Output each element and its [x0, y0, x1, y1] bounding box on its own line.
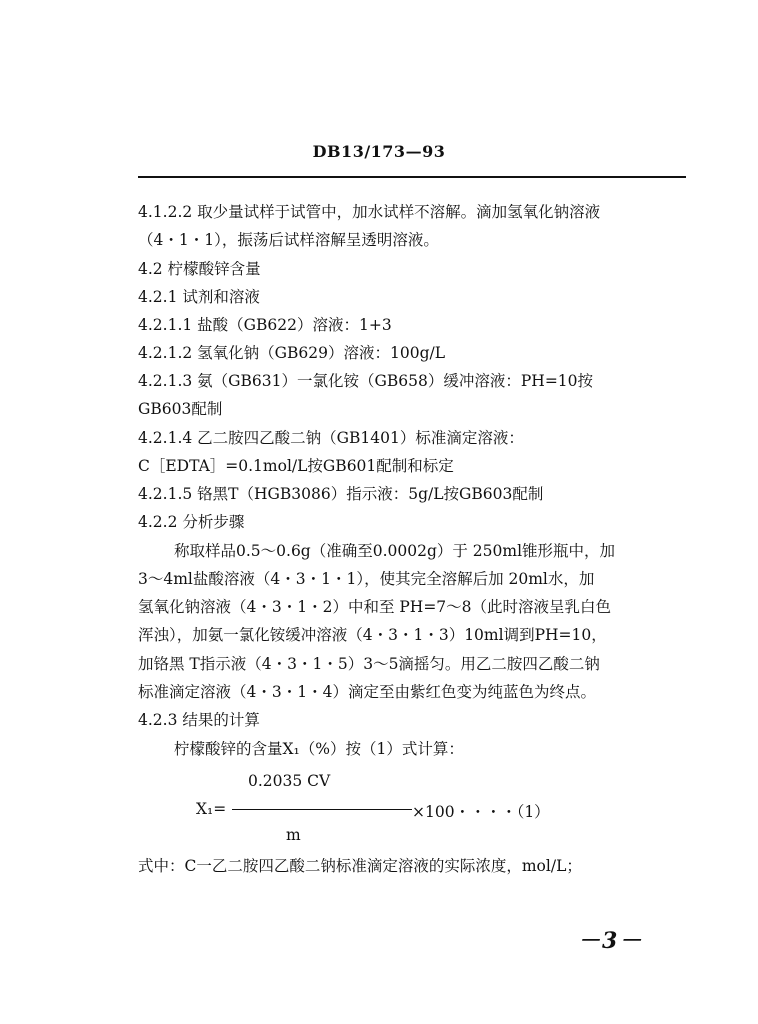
- page-number: －3－: [578, 928, 644, 954]
- text-line: 氢氧化钠溶液（4・3・1・2）中和至 PH=7～8（此时溶液呈乳白色: [138, 598, 612, 616]
- formula-numerator: 0.2035 CV: [248, 772, 331, 790]
- section-heading: 4.2 柠檬酸锌含量: [138, 260, 261, 278]
- formula-lhs: X₁=: [196, 800, 227, 818]
- text-line: 4.2.1.4 乙二胺四乙酸二钠（GB1401）标准滴定溶液：: [138, 429, 524, 447]
- text-line: 称取样品0.5～0.6g（准确至0.0002g）于 250ml锥形瓶中，加: [174, 542, 616, 560]
- section-heading: 4.2.2 分析步骤: [138, 513, 245, 531]
- text-line: 标准滴定溶液（4・3・1・4）滴定至由紫红色变为纯蓝色为终点。: [138, 683, 596, 701]
- text-line: 4.2.1.5 铬黑T（HGB3086）指示液：5g/L按GB603配制: [138, 485, 544, 503]
- text-line: 加铬黑 T指示液（4・3・1・5）3～5滴摇匀。用乙二胺四乙酸二钠: [138, 655, 600, 673]
- text-line: 4.2.1.2 氢氧化钠（GB629）溶液：100g/L: [138, 344, 446, 362]
- text-line: 柠檬酸锌的含量X₁（%）按（1）式计算：: [174, 740, 464, 758]
- section-heading: 4.2.1 试剂和溶液: [138, 288, 260, 306]
- text-line: 3～4ml盐酸溶液（4・3・1・1），使其完全溶解后加 20ml水，加: [138, 570, 595, 588]
- section-heading: 4.2.3 结果的计算: [138, 711, 260, 729]
- text-line: 4.2.1.3 氨（GB631）一氯化铵（GB658）缓冲溶液：PH=10按: [138, 372, 594, 390]
- text-line: 浑浊），加氨一氯化铵缓冲溶液（4・3・1・3）10ml调到PH=10，: [138, 626, 607, 644]
- standard-code-header: DB13/173—93: [312, 142, 446, 161]
- formula-rhs: ×100・・・・（1）: [412, 803, 550, 821]
- header-divider: [138, 176, 686, 178]
- footnote-definition: 式中：C一乙二胺四乙酸二钠标准滴定溶液的实际浓度，mol/L；: [138, 857, 582, 875]
- text-line: GB603配制: [138, 400, 223, 418]
- formula-fraction-bar: [232, 809, 412, 810]
- text-line: （4・1・1），振荡后试样溶解呈透明溶液。: [138, 231, 439, 249]
- formula-denominator: m: [286, 826, 301, 844]
- text-line: C［EDTA］=0.1mol/L按GB601配制和标定: [138, 457, 454, 475]
- text-line: 4.1.2.2 取少量试样于试管中，加水试样不溶解。滴加氢氧化钠溶液: [138, 203, 601, 221]
- text-line: 4.2.1.1 盐酸（GB622）溶液：1+3: [138, 316, 392, 334]
